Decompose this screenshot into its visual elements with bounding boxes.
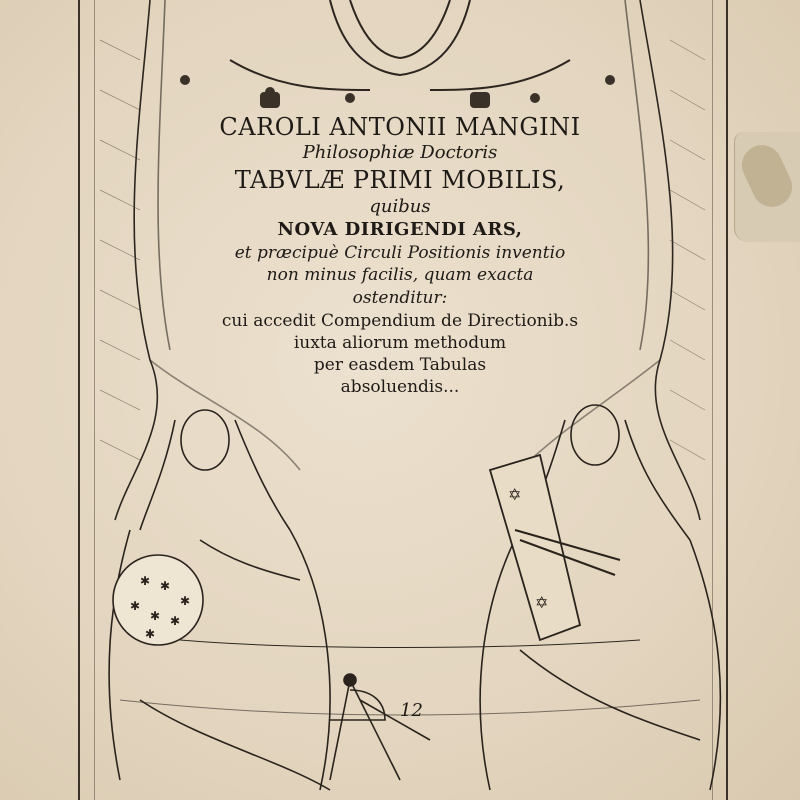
cartouche xyxy=(230,0,570,90)
svg-text:✱: ✱ xyxy=(160,579,171,593)
instruments xyxy=(330,674,430,780)
svg-text:✱: ✱ xyxy=(180,594,191,608)
subtitle-line-10: iuxta aliorum methodum xyxy=(293,333,507,353)
svg-text:✱: ✱ xyxy=(130,599,141,613)
subtitle-line-12: absoluendis... xyxy=(340,377,460,397)
geometry-tablet xyxy=(490,455,580,640)
subtitle-line-9: cui accedit Compendium de Directionib.s xyxy=(221,311,579,331)
author-name: CAROLI ANTONII MANGINI xyxy=(219,113,581,141)
subtitle-nova: NOVA DIRIGENDI ARS, xyxy=(277,219,523,240)
svg-text:✡: ✡ xyxy=(508,485,522,504)
book-title: TABVLÆ PRIMI MOBILIS, xyxy=(234,166,566,194)
svg-text:✱: ✱ xyxy=(140,574,151,588)
title-text xyxy=(150,112,650,398)
svg-text:✡: ✡ xyxy=(535,593,549,612)
subtitle-line-8: ostenditur: xyxy=(352,288,448,308)
svg-text:✱: ✱ xyxy=(145,627,156,641)
subtitle-line-11: per easdem Tabulas xyxy=(313,355,487,375)
celestial-globe xyxy=(113,555,203,645)
tassels xyxy=(180,75,615,108)
subtitle-line-6: et præcipuè Circuli Positionis inventio xyxy=(234,243,566,263)
subtitle-line-7: non minus facilis, quam exacta xyxy=(266,265,534,285)
svg-text:✱: ✱ xyxy=(170,614,181,628)
author-title: Philosophiæ Doctoris xyxy=(302,142,498,163)
title-line-quibus: quibus xyxy=(369,196,431,217)
svg-text:✱: ✱ xyxy=(150,609,161,623)
plate-number: 12 xyxy=(400,700,423,721)
